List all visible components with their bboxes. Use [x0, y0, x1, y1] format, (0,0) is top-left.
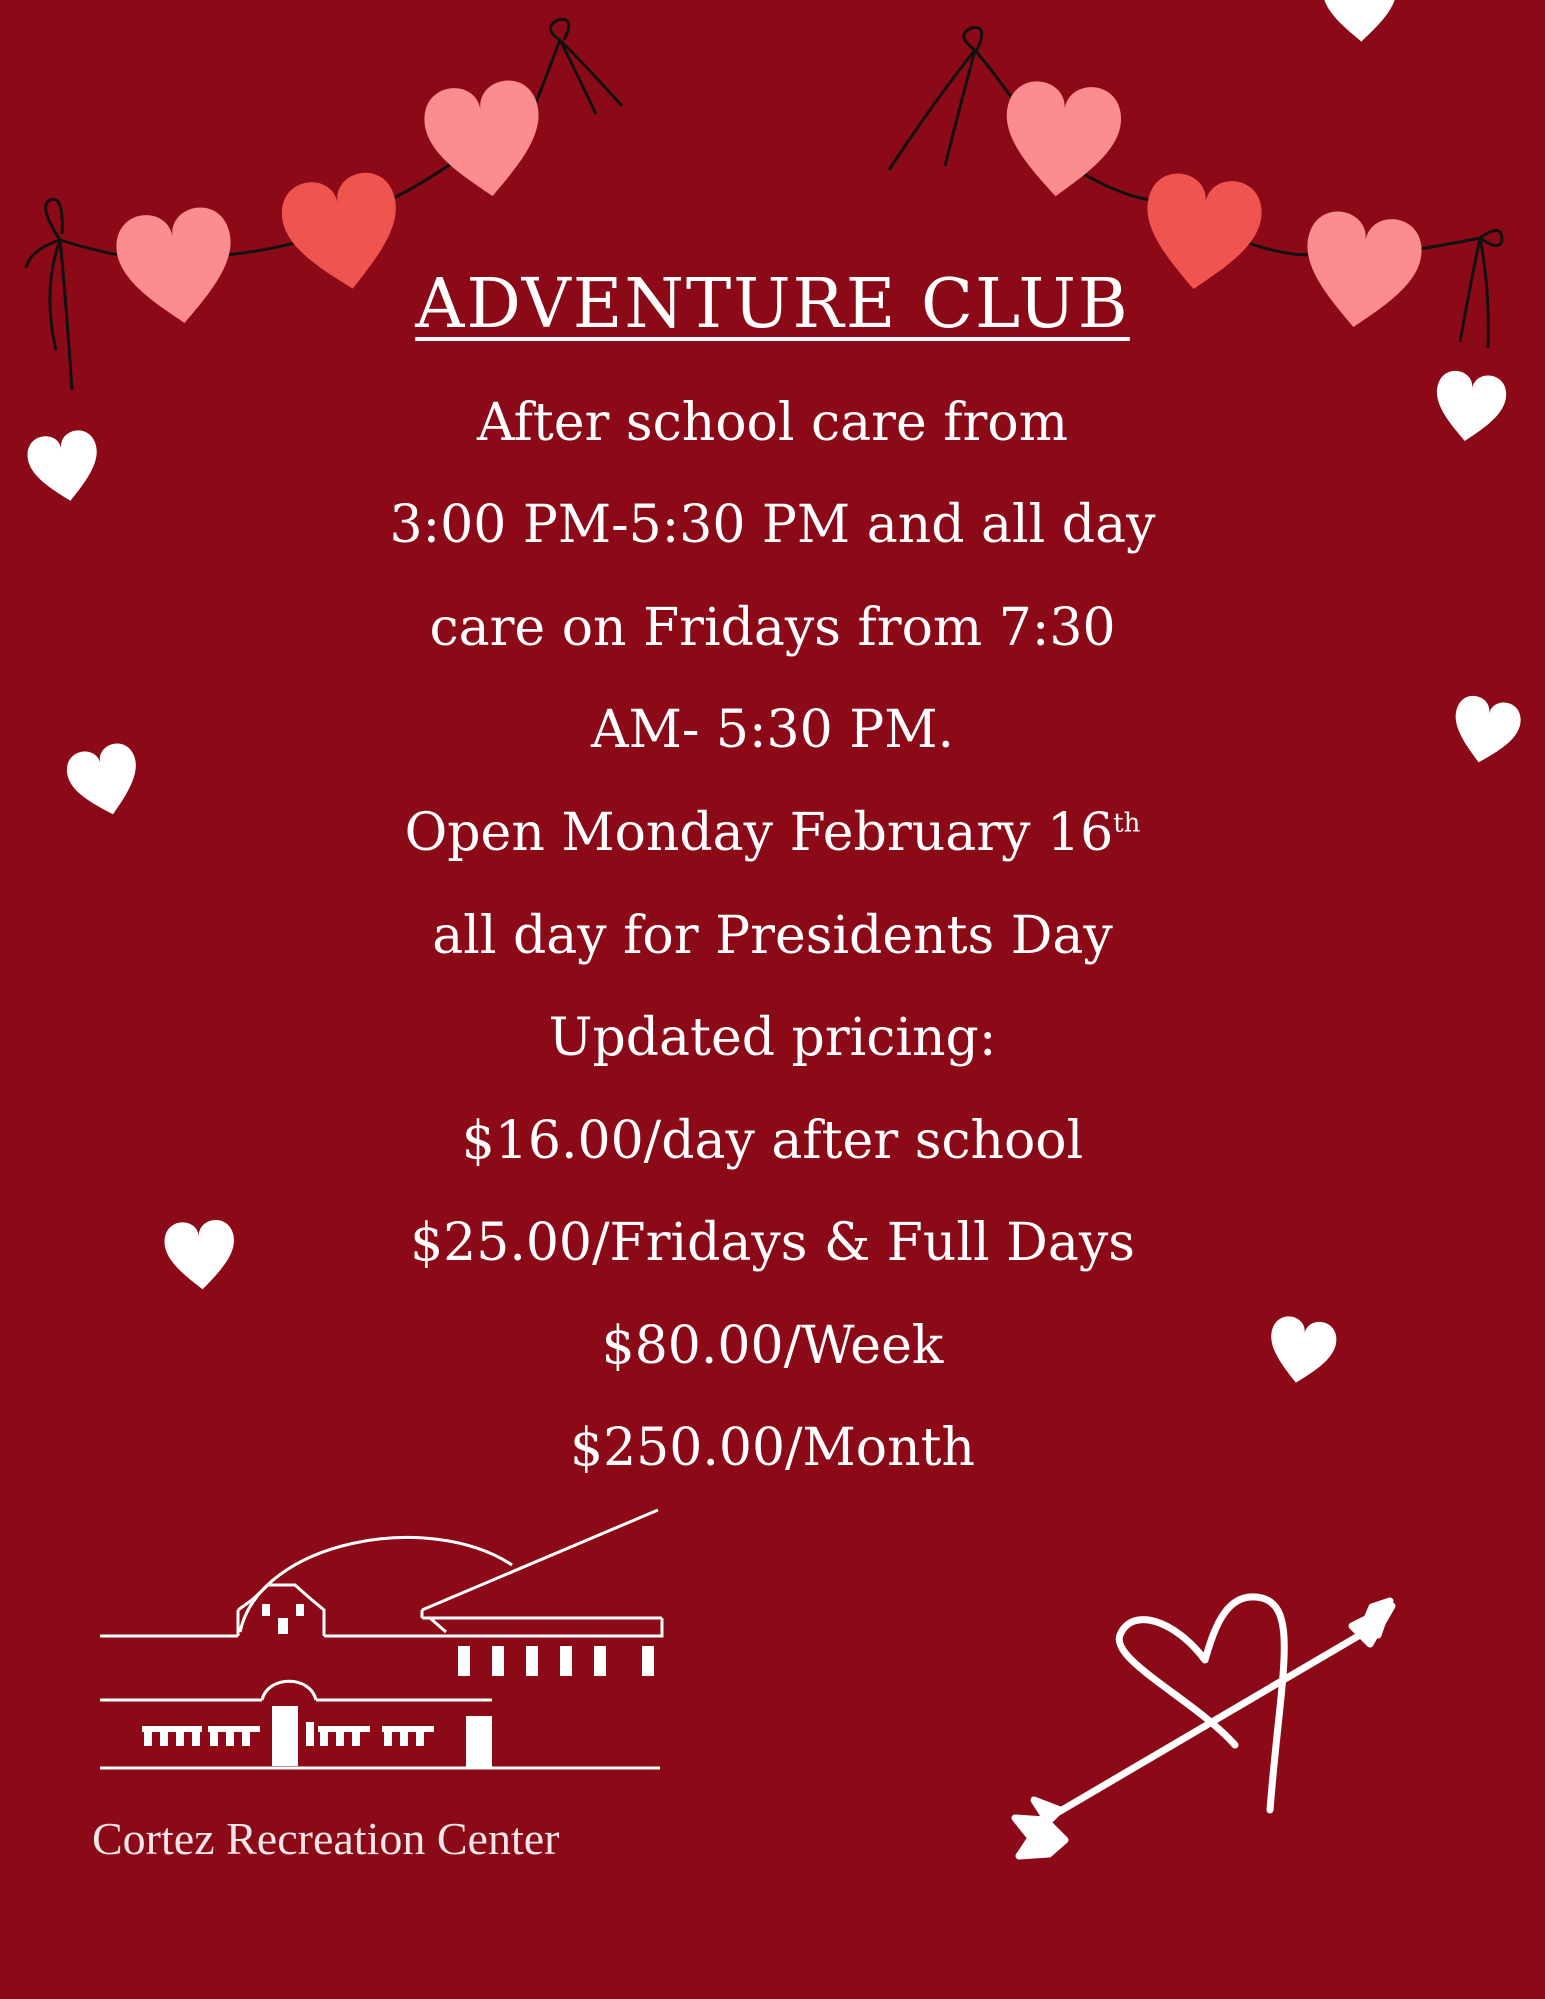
pricing-heading: Updated pricing: — [548, 1008, 997, 1068]
white-heart-icon — [24, 0, 1524, 1388]
page-title: ADVENTURE CLUB — [415, 265, 1130, 344]
info-line-5 — [0, 803, 1545, 863]
info-line-2: 3:00 PM-5:30 PM and all day — [389, 495, 1156, 555]
building-logo-windows — [142, 1604, 654, 1768]
info-line-1: After school care from — [476, 393, 1069, 453]
price-fridays-full-days: $25.00/Fridays & Full Days — [410, 1213, 1135, 1273]
info-line-5-text: Open Monday February 16 — [404, 803, 1114, 863]
price-month: $250.00/Month — [570, 1418, 975, 1478]
price-after-school: $16.00/day after school — [461, 1111, 1084, 1171]
ordinal-suffix: th — [1113, 808, 1141, 839]
info-line-6: all day for Presidents Day — [432, 906, 1113, 966]
price-week: $80.00/Week — [601, 1316, 944, 1376]
info-line-3: care on Fridays from 7:30 — [429, 598, 1116, 658]
heart-arrow-icon — [1015, 1597, 1392, 1856]
logo-name: Cortez Recreation Center — [92, 1813, 560, 1864]
info-line-4: AM- 5:30 PM. — [591, 700, 954, 760]
